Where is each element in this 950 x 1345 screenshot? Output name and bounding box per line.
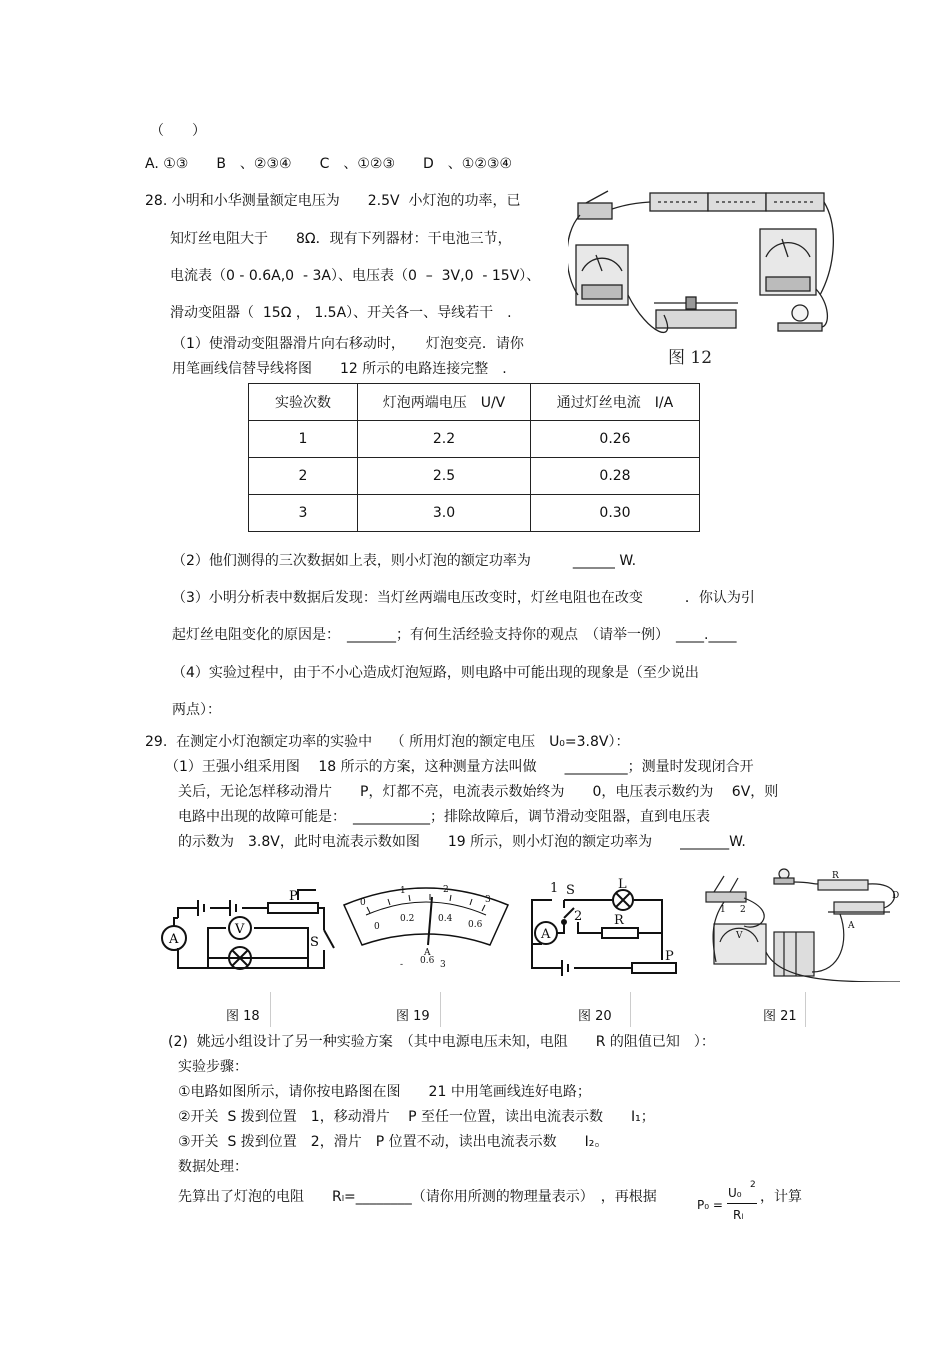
q29-s2-a: (2) 姚远小组设计了另一种实验方案 （其中电源电压未知，电阻 R 的阻值已知 ）：	[168, 1034, 715, 1050]
terminal-a-label: A	[848, 921, 855, 931]
q29-line-1: 29. 在测定小灯泡额定功率的实验中 （ 所用灯泡的额定电压 U₀=3.8V）：	[145, 734, 630, 750]
caption-divider	[630, 992, 631, 1027]
table-header-row	[249, 384, 700, 421]
formula-exponent: 2	[750, 1180, 756, 1190]
dial-unit: A	[424, 948, 431, 958]
q28-part4-b: 两点）：	[172, 702, 221, 718]
terminal-minus: -	[400, 960, 404, 970]
q29-s2-b: 实验步骤：	[178, 1059, 248, 1075]
switch-pos2-label: 2	[574, 909, 583, 924]
q28-line-4: 滑动变阻器（ 15Ω ， 1.5A）、开关各一、导线若干 .	[170, 305, 512, 321]
q29-s2-d: ②开关 S 拨到位置 1，移动滑片 P 至任一位置，读出电流表示数 I₁；	[178, 1109, 655, 1125]
dial-tick-bottom: 0.2	[400, 914, 415, 924]
formula-tail: ，计算	[760, 1189, 802, 1205]
figure-12-apparatus	[568, 185, 838, 370]
lamp-label: L	[618, 878, 627, 892]
voltmeter-label: V	[235, 922, 245, 937]
resistor-label: R	[614, 913, 624, 928]
figure-20-circuit	[522, 878, 687, 978]
dial-tick-bottom: 0	[374, 922, 380, 932]
figure-19-caption: 图 19	[396, 1009, 430, 1024]
table-cell: 0.28	[531, 458, 700, 495]
dial-tick-top: 3	[485, 895, 491, 905]
figure-20-caption: 图 20	[578, 1009, 612, 1024]
table-cell: 3.0	[358, 495, 531, 532]
table-cell: 0.26	[531, 421, 700, 458]
dial-tick-top: 2	[443, 885, 449, 895]
table-row	[249, 421, 700, 458]
terminal-d-label: D	[892, 891, 900, 901]
formula-numerator: U₀	[728, 1186, 742, 1200]
q29-s2-f: 数据处理：	[178, 1159, 248, 1175]
table-cell: 1	[249, 421, 358, 458]
table-header: 通过灯丝电流 I/A	[531, 384, 700, 421]
q28-line-1: 28. 小明和小华测量额定电压为 2.5V 小灯泡的功率，已	[145, 193, 521, 209]
fraction-bar	[727, 1203, 757, 1204]
switch-label: S	[310, 935, 319, 950]
table-cell: 2	[249, 458, 358, 495]
q28-part3-a: （3）小明分析表中数据后发现：当灯丝两端电压改变时，灯丝电阻也在改变 ．你认为引	[172, 590, 755, 606]
dial-tick-bottom: 0.6	[468, 920, 483, 930]
q29-s1-a: （1）王强小组采用图 18 所示的方案，这种测量方法叫做 _________；测量时发现闭合开	[165, 759, 754, 775]
terminal-2-label: 2	[740, 905, 746, 915]
slider-label: P	[665, 949, 674, 964]
formula-denominator: Rₗ	[733, 1208, 744, 1222]
q28-part2: （2）他们测得的三次数据如上表，则小灯泡的额定功率为 ______ W.	[172, 553, 637, 569]
q28-line-3: 电流表（0 - 0.6A,0 - 3A）、电压表（0 – 3V,0 - 15V）、	[170, 268, 541, 284]
slider-label: P	[289, 889, 298, 904]
dial-tick-bottom: 0.4	[438, 914, 453, 924]
figure-12-label: 图 12	[668, 348, 713, 368]
caption-divider	[270, 992, 271, 1027]
measurement-table	[248, 383, 700, 532]
choice-options: A. ①③ B 、②③④ C 、①②③ D 、①②③④	[145, 156, 513, 172]
figure-18-circuit	[158, 878, 338, 978]
terminal-1-label: 1	[720, 905, 726, 915]
q28-part1-b: 用笔画线信替导线将图 12 所示的电路连接完整 .	[172, 361, 507, 377]
switch-label: S	[566, 883, 575, 898]
figure-21-caption: 图 21	[763, 1009, 797, 1024]
q28-part4-a: （4）实验过程中，由于不小心造成灯泡短路，则电路中可能出现的现象是（至少说出	[172, 665, 699, 681]
table-cell: 3	[249, 495, 358, 532]
q29-s2-g: 先算出了灯泡的电阻 Rₗ=________（请你用所测的物理量表示） ，再根据	[178, 1189, 657, 1205]
table-row	[249, 495, 700, 532]
caption-divider	[805, 992, 806, 1027]
figure-19-ammeter-dial	[340, 875, 512, 975]
dial-tick-top: 0	[360, 898, 366, 908]
meter-label: V	[736, 931, 743, 941]
q28-part3-b: 起灯丝电阻变化的原因是： _______；有何生活经验支持你的观点 （请举一例） ____.____	[172, 627, 737, 643]
table-cell: 2.5	[358, 458, 531, 495]
caption-divider	[440, 992, 441, 1027]
table-cell: 2.2	[358, 421, 531, 458]
q28-line-2: 知灯丝电阻大于 8Ω．现有下列器材：干电池三节，	[170, 231, 512, 247]
answer-paren: （ ）	[150, 123, 206, 139]
table-cell: 0.30	[531, 495, 700, 532]
formula-lhs: P₀ =	[697, 1198, 727, 1212]
q29-s1-c: 电路中出现的故障可能是： ___________；排除故障后，调节滑动变阻器，直到电压表	[178, 809, 710, 825]
ammeter-label: A	[169, 932, 179, 947]
q28-part1-a: （1）使滑动变阻器滑片向右移动时， 灯泡变亮．请你	[172, 336, 524, 352]
figure-21-apparatus	[700, 862, 905, 982]
q29-s1-d: 的示数为 3.8V，此时电流表示数如图 19 所示，则小灯泡的额定功率为 _______W.	[178, 834, 746, 850]
switch-pos1-label: 1	[550, 881, 559, 896]
ammeter-label: A	[541, 927, 551, 942]
terminal-3: 3	[440, 960, 446, 970]
table-row	[249, 458, 700, 495]
table-header: 灯泡两端电压 U/V	[358, 384, 531, 421]
q29-s2-c: ①电路如图所示，请你按电路图在图 21 中用笔画线连好电路；	[178, 1084, 591, 1100]
terminal-06: 0.6	[420, 956, 435, 966]
q29-s1-b: 关后，无论怎样移动滑片 P，灯都不亮，电流表示数始终为 0，电压表示数约为 6V，则	[178, 784, 779, 800]
resistor-label: R	[832, 871, 839, 881]
q29-s2-e: ③开关 S 拨到位置 2，滑片 P 位置不动，读出电流表示数 I₂。	[178, 1134, 609, 1150]
figure-18-caption: 图 18	[226, 1009, 260, 1024]
dial-tick-top: 1	[400, 886, 406, 896]
table-header: 实验次数	[249, 384, 358, 421]
